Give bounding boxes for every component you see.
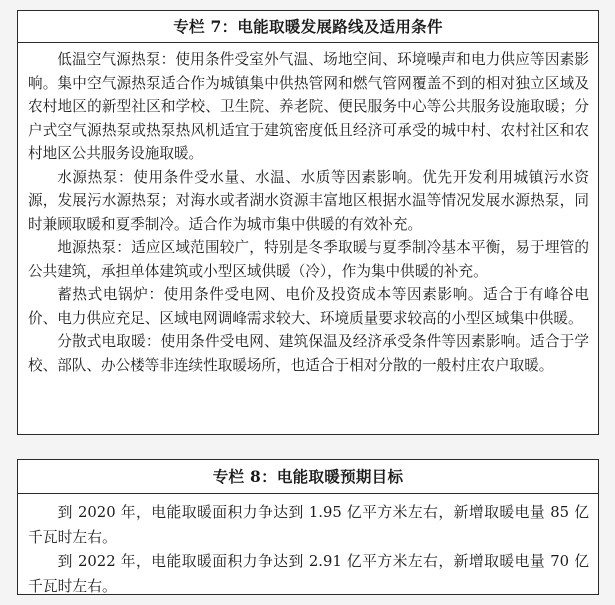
paragraph-distributed-electric-heating: 分散式电取暖：使用条件受电网、建筑保温及经济承受条件等因素影响。适合于学校、部队、办公楼等非连续性取暖场所，也适合于相对分散的一般村庄农户取暖。 [28, 333, 589, 374]
paragraph-target-2020: 到 2020 年，电能取暖面积力争达到 1.95 亿平方米左右，新增取暖电量 85 亿千瓦时左右。 [28, 504, 589, 546]
callout-title-column-7: 专栏 7：电能取暖发展路线及适用条件 [18, 11, 598, 43]
page-bottom-margin [0, 597, 615, 604]
callout-body-column-8 [18, 494, 598, 605]
callout-box-column-7 [17, 10, 599, 435]
callout-box-column-8 [17, 459, 599, 595]
paragraph-water-source-heat-pump: 水源热泵：使用条件受水量、水温、水质等因素影响。优先开发利用城镇污水资源，发展污水源热泵；对海水或者湖水资源丰富地区根据水温等情况发展水源热泵，同时兼顾取暖和夏季制冷。适合作为城市集中供暖的有效补充。 [28, 168, 589, 233]
paragraph-regenerative-electric-boiler: 蓄热式电锅炉：使用条件受电网、电价及投资成本等因素影响。适合于有峰谷电价、电力供应充足、区域电网调峰需求较大、环境质量要求较高的小型区域集中供暖。 [28, 286, 589, 327]
callout-title-column-8: 专栏 8：电能取暖预期目标 [18, 460, 598, 494]
paragraph-ground-source-heat-pump: 地源热泵：适应区域范围较广，特别是冬季取暖与夏季制冷基本平衡，易于埋管的公共建筑，承担单体建筑或小型区域供暖（冷），作为集中供暖的补充。 [28, 239, 589, 280]
paragraph-low-temp-air-source-heat-pump: 低温空气源热泵：使用条件受室外气温、场地空间、环境噪声和电力供应等因素影响。集中空气源热泵适合作为城镇集中供热管网和燃气管网覆盖不到的相对独立区域及农村地区的新型社区和学校、卫生院、养老院、便民服务中心等公共服务设施取暖；分户式空气源热泵或热泵热风机适宜于建筑密度低且经济可承受的城中村、农村社区和农村地区公共服务设施取暖。 [28, 51, 589, 162]
paragraph-target-2022: 到 2022 年，电能取暖面积力争达到 2.91 亿平方米左右，新增取暖电量 70 亿千瓦时左右。 [28, 553, 589, 595]
callout-body-column-7 [18, 43, 598, 383]
